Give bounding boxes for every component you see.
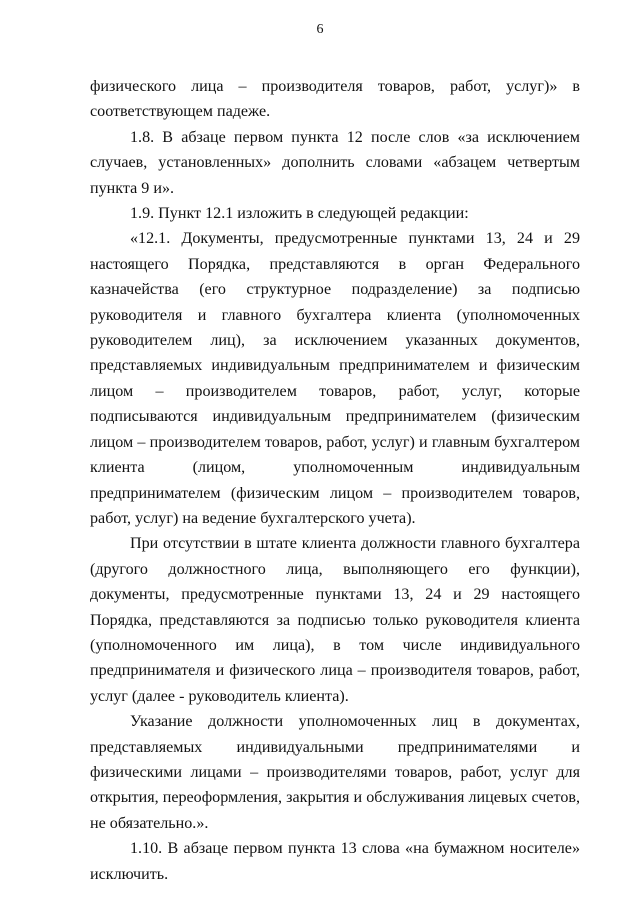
page-number: 6 (316, 22, 324, 37)
paragraph-position-indication: Указание должности уполномоченных лиц в документах, представляемых индивидуальными предпринимателями и физическими лицами – производителями товаров, работ, услуг для открытия, переоформления, закрытия и обслуживания лицевых счетов, не обязательно.». (90, 713, 580, 832)
paragraph-12-1: «12.1. Документы, предусмотренные пунктами 13, 24 и 29 настоящего Порядка, представляются в орган Федерального казначейства (его структурное подразделение) за подписью руководителя и главного бухгалтера клиента (уполномоченных руководителем лиц), за исключением указанных документов, представляемых индивидуальным предпринимателем и физическим лицом – производителем товаров, работ, услуг, которые подписываются индивидуальным предпринимателем (физическим лицом – производителем товаров, работ, услуг) и главным бухгалтером клиента (лицом, уполномоченным индивидуальным предпринимателем (физическим лицом – производителем товаров, работ, услуг) на ведение бухгалтерского учета). (90, 230, 580, 527)
paragraph-1-10: 1.10. В абзаце первом пункта 13 слова «на бумажном носителе» исключить. (90, 840, 580, 883)
paragraph-1-9: 1.9. Пункт 12.1 изложить в следующей редакции: (130, 205, 469, 223)
paragraph-1-8: 1.8. В абзаце первом пункта 12 после слов «за исключением случаев, установленных» дополнить словами «абзацем четвертым пункта 9 и». (90, 128, 580, 197)
document-body (90, 74, 580, 887)
paragraph-no-chief-accountant: При отсутствии в штате клиента должности главного бухгалтера (другого должностного лица, выполняющего его функции), документы, предусмотренные пунктами 13, 24 и 29 настоящего Порядка, представляются за подписью только руководителя клиента (уполномоченного им лица), в том числе индивидуального предпринимателя и физического лица – производителя товаров, работ, услуг (далее - руководитель клиента). (90, 535, 580, 705)
paragraph-continuation: физического лица – производителя товаров, работ, услуг)» в соответствующем падеже. (90, 78, 580, 121)
